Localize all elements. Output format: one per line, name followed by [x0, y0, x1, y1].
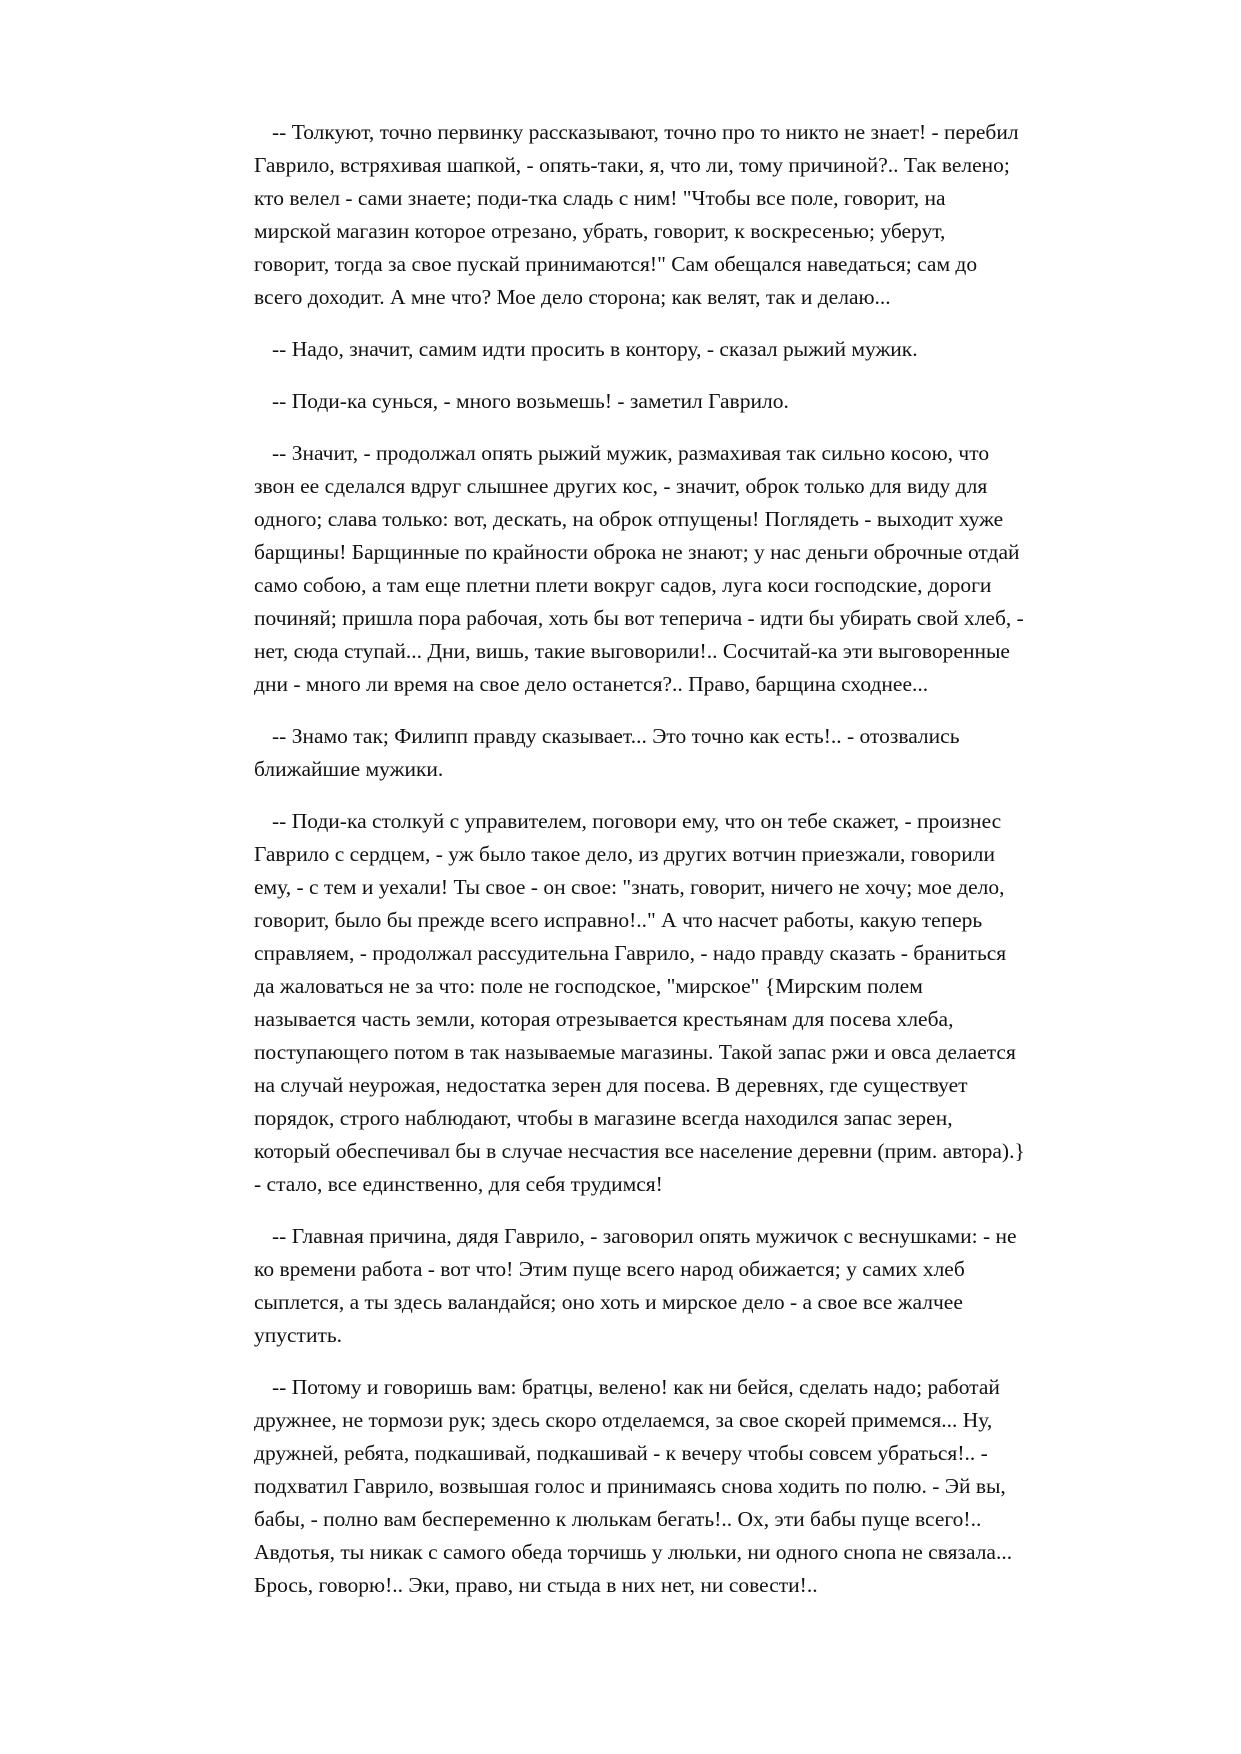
paragraph-4: -- Значит, - продолжал опять рыжий мужик, размахивая так сильно косою, что звон ее сделался вдруг слышнее других кос, - значит, оброк только для виду для одного; слава только: вот, дескать, на оброк отпущены! Поглядеть - выходит хуже барщины! Барщинные по крайности оброка не знают; у нас деньги оброчные отдай само собою, а там еще плетни плети вокруг садов, луга коси господские, дороги починяй; пришла пора рабочая, хоть бы вот теперича - идти бы убирать свой хлеб, - нет, сюда ступай... Дни, вишь, такие выговорили!.. Сосчитай-ка эти выговоренные дни - много ли время на свое дело останется?.. Право, барщина сходнее...: [254, 441, 1024, 696]
paragraph-1: -- Толкуют, точно первинку рассказывают, точно про то никто не знает! - перебил Гаврило, встряхивая шапкой, - опять-таки, я, что ли, тому причиной?.. Так велено; кто велел - сами знаете; поди-тка сладь с ним! "Чтобы все поле, говорит, на мирской магазин которое отрезано, убрать, говорит, к воскресенью; уберут, говорит, тогда за свое пускай принимаются!" Сам обещался наведаться; сам до всего доходит. А мне что? Мое дело сторона; как велят, так и делаю...: [254, 120, 1019, 309]
paragraph-2: -- Надо, значит, самим идти просить в контору, - сказал рыжий мужик.: [272, 337, 918, 361]
paragraph-3: -- Поди-ка сунься, - много возьмешь! - заметил Гаврило.: [272, 389, 789, 413]
document-page: [254, 116, 1159, 1621]
paragraph-7: -- Главная причина, дядя Гаврило, - заговорил опять мужичок с веснушками: - не ко времени работа - вот что! Этим пуще всего народ обижается; у самих хлеб сыплется, а ты здесь валандайся; оно хоть и мирское дело - а свое все жалчее упустить.: [254, 1224, 1017, 1347]
paragraph-8: -- Потому и говоришь вам: братцы, велено! как ни бейся, сделать надо; работай дружнее, не тормози рук; здесь скоро отделаемся, за свое скорей примемся... Ну, дружней, ребята, подкашивай, подкашивай - к вечеру чтобы совсем убраться!.. - подхватил Гаврило, возвышая голос и принимаясь снова ходить по полю. - Эй вы, бабы, - полно вам беспеременно к люлькам бегать!.. Ох, эти бабы пуще всего!.. Авдотья, ты никак с самого обеда торчишь у люльки, ни одного снопа не связала... Брось, говорю!.. Эки, право, ни стыда в них нет, ни совести!..: [254, 1375, 1013, 1597]
paragraph-6: -- Поди-ка столкуй с управителем, поговори ему, что он тебе скажет, - произнес Гаврило с сердцем, - уж было такое дело, из других вотчин приезжали, говорили ему, - с тем и уехали! Ты свое - он свое: "знать, говорит, ничего не хочу; мое дело, говорит, было бы прежде всего исправно!.." А что насчет работы, какую теперь справляем, - продолжал рассудительна Гаврило, - надо правду сказать - браниться да жаловаться не за что: поле не господское, "мирское" {Мирским полем называется часть земли, которая отрезывается крестьянам для посева хлеба, поступающего потом в так называемые магазины. Такой запас ржи и овса делается на случай неурожая, недостатка зерен для посева. В деревнях, где существует порядок, строго наблюдают, чтобы в магазине всегда находился запас зерен, который обеспечивал бы в случае несчастия все население деревни (прим. автора).} - стало, все единственно, для себя трудимся!: [254, 809, 1025, 1196]
paragraph-5: -- Знамо так; Филипп правду сказывает... Это точно как есть!.. - отозвались ближайшие мужики.: [254, 724, 960, 781]
